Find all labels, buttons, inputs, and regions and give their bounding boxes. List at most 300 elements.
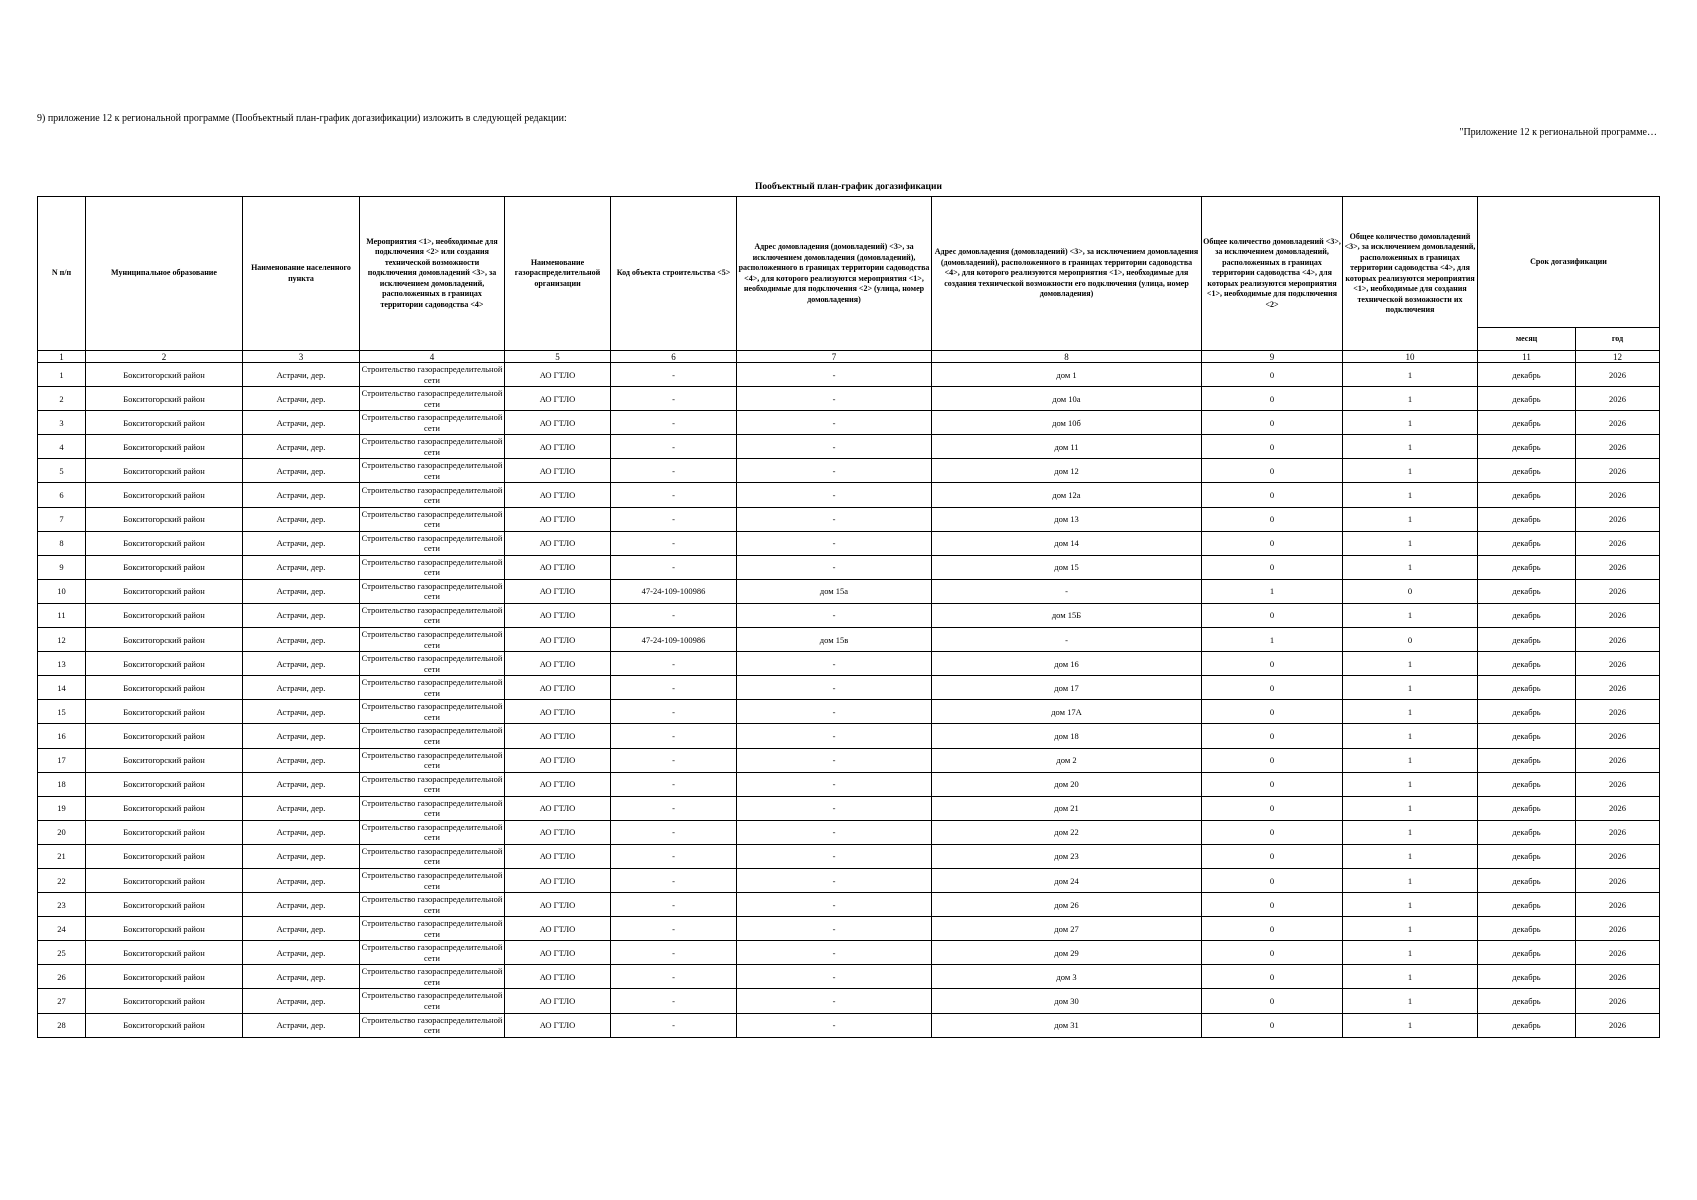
address-tech-cell: дом 26 bbox=[932, 893, 1202, 917]
code-cell: - bbox=[611, 652, 737, 676]
address-excl-cell: - bbox=[737, 724, 932, 748]
table-row bbox=[38, 796, 1660, 820]
total-tech-cell: 1 bbox=[1343, 531, 1478, 555]
address-excl-cell: - bbox=[737, 411, 932, 435]
address-tech-cell: дом 12а bbox=[932, 483, 1202, 507]
column-number-row bbox=[38, 351, 1660, 363]
municipality-cell: Бокситогорский район bbox=[86, 652, 243, 676]
total-tech-cell: 1 bbox=[1343, 507, 1478, 531]
municipality-cell: Бокситогорский район bbox=[86, 459, 243, 483]
code-cell: - bbox=[611, 603, 737, 627]
column-number: 4 bbox=[360, 351, 505, 363]
gdo-cell: АО ГТЛО bbox=[505, 531, 611, 555]
address-tech-cell: дом 13 bbox=[932, 507, 1202, 531]
code-cell: - bbox=[611, 411, 737, 435]
total-connect-cell: 0 bbox=[1202, 555, 1343, 579]
table-row bbox=[38, 387, 1660, 411]
address-tech-cell: дом 24 bbox=[932, 868, 1202, 892]
table-row bbox=[38, 555, 1660, 579]
municipality-cell: Бокситогорский район bbox=[86, 917, 243, 941]
measures-cell: Строительство газораспределительной сети bbox=[360, 676, 505, 700]
settlement-cell: Астрачи, дер. bbox=[243, 603, 360, 627]
settlement-cell: Астрачи, дер. bbox=[243, 965, 360, 989]
address-tech-cell: дом 11 bbox=[932, 435, 1202, 459]
table-row bbox=[38, 603, 1660, 627]
settlement-cell: Астрачи, дер. bbox=[243, 844, 360, 868]
address-tech-cell: дом 15Б bbox=[932, 603, 1202, 627]
row-number: 4 bbox=[38, 435, 86, 459]
month-cell: декабрь bbox=[1478, 363, 1576, 387]
row-number: 15 bbox=[38, 700, 86, 724]
table-row bbox=[38, 989, 1660, 1013]
municipality-cell: Бокситогорский район bbox=[86, 796, 243, 820]
measures-cell: Строительство газораспределительной сети bbox=[360, 652, 505, 676]
year-cell: 2026 bbox=[1576, 555, 1660, 579]
total-tech-cell: 1 bbox=[1343, 676, 1478, 700]
row-number: 25 bbox=[38, 941, 86, 965]
measures-cell: Строительство газораспределительной сети bbox=[360, 868, 505, 892]
address-excl-cell: - bbox=[737, 796, 932, 820]
table-row bbox=[38, 820, 1660, 844]
year-cell: 2026 bbox=[1576, 435, 1660, 459]
code-cell: - bbox=[611, 363, 737, 387]
municipality-cell: Бокситогорский район bbox=[86, 820, 243, 844]
table-row bbox=[38, 724, 1660, 748]
row-number: 6 bbox=[38, 483, 86, 507]
gdo-cell: АО ГТЛО bbox=[505, 603, 611, 627]
total-connect-cell: 0 bbox=[1202, 411, 1343, 435]
gdo-cell: АО ГТЛО bbox=[505, 1013, 611, 1037]
address-excl-cell: - bbox=[737, 652, 932, 676]
total-connect-cell: 0 bbox=[1202, 507, 1343, 531]
year-cell: 2026 bbox=[1576, 387, 1660, 411]
address-tech-cell: дом 16 bbox=[932, 652, 1202, 676]
gdo-cell: АО ГТЛО bbox=[505, 411, 611, 435]
row-number: 24 bbox=[38, 917, 86, 941]
total-tech-cell: 1 bbox=[1343, 917, 1478, 941]
address-tech-cell: дом 17 bbox=[932, 676, 1202, 700]
row-number: 1 bbox=[38, 363, 86, 387]
code-cell: - bbox=[611, 555, 737, 579]
gdo-cell: АО ГТЛО bbox=[505, 676, 611, 700]
municipality-cell: Бокситогорский район bbox=[86, 989, 243, 1013]
gdo-cell: АО ГТЛО bbox=[505, 483, 611, 507]
settlement-cell: Астрачи, дер. bbox=[243, 772, 360, 796]
municipality-cell: Бокситогорский район bbox=[86, 844, 243, 868]
municipality-cell: Бокситогорский район bbox=[86, 628, 243, 652]
measures-cell: Строительство газораспределительной сети bbox=[360, 507, 505, 531]
measures-cell: Строительство газораспределительной сети bbox=[360, 411, 505, 435]
header-settlement: Наименование населенного пункта bbox=[243, 197, 360, 351]
address-excl-cell: - bbox=[737, 772, 932, 796]
municipality-cell: Бокситогорский район bbox=[86, 724, 243, 748]
address-tech-cell: дом 31 bbox=[932, 1013, 1202, 1037]
total-tech-cell: 1 bbox=[1343, 772, 1478, 796]
measures-cell: Строительство газораспределительной сети bbox=[360, 700, 505, 724]
table-row bbox=[38, 459, 1660, 483]
code-cell: - bbox=[611, 820, 737, 844]
row-number: 18 bbox=[38, 772, 86, 796]
year-cell: 2026 bbox=[1576, 483, 1660, 507]
month-cell: декабрь bbox=[1478, 507, 1576, 531]
table-row bbox=[38, 652, 1660, 676]
settlement-cell: Астрачи, дер. bbox=[243, 459, 360, 483]
municipality-cell: Бокситогорский район bbox=[86, 435, 243, 459]
column-number: 3 bbox=[243, 351, 360, 363]
year-cell: 2026 bbox=[1576, 628, 1660, 652]
gdo-cell: АО ГТЛО bbox=[505, 459, 611, 483]
code-cell: - bbox=[611, 459, 737, 483]
table-row bbox=[38, 748, 1660, 772]
total-connect-cell: 0 bbox=[1202, 748, 1343, 772]
settlement-cell: Астрачи, дер. bbox=[243, 1013, 360, 1037]
code-cell: - bbox=[611, 676, 737, 700]
settlement-cell: Астрачи, дер. bbox=[243, 724, 360, 748]
total-connect-cell: 0 bbox=[1202, 820, 1343, 844]
column-number: 5 bbox=[505, 351, 611, 363]
year-cell: 2026 bbox=[1576, 965, 1660, 989]
year-cell: 2026 bbox=[1576, 1013, 1660, 1037]
measures-cell: Строительство газораспределительной сети bbox=[360, 483, 505, 507]
municipality-cell: Бокситогорский район bbox=[86, 411, 243, 435]
settlement-cell: Астрачи, дер. bbox=[243, 748, 360, 772]
month-cell: декабрь bbox=[1478, 820, 1576, 844]
month-cell: декабрь bbox=[1478, 989, 1576, 1013]
gdo-cell: АО ГТЛО bbox=[505, 941, 611, 965]
total-connect-cell: 0 bbox=[1202, 893, 1343, 917]
total-connect-cell: 0 bbox=[1202, 363, 1343, 387]
address-excl-cell: - bbox=[737, 893, 932, 917]
code-cell: - bbox=[611, 965, 737, 989]
measures-cell: Строительство газораспределительной сети bbox=[360, 603, 505, 627]
month-cell: декабрь bbox=[1478, 724, 1576, 748]
code-cell: - bbox=[611, 893, 737, 917]
header-gdo: Наименование газораспределительной организации bbox=[505, 197, 611, 351]
column-number: 9 bbox=[1202, 351, 1343, 363]
settlement-cell: Астрачи, дер. bbox=[243, 628, 360, 652]
row-number: 8 bbox=[38, 531, 86, 555]
address-tech-cell: дом 30 bbox=[932, 989, 1202, 1013]
month-cell: декабрь bbox=[1478, 579, 1576, 603]
address-excl-cell: - bbox=[737, 941, 932, 965]
year-cell: 2026 bbox=[1576, 411, 1660, 435]
row-number: 22 bbox=[38, 868, 86, 892]
table-row bbox=[38, 579, 1660, 603]
table-row bbox=[38, 700, 1660, 724]
row-number: 21 bbox=[38, 844, 86, 868]
settlement-cell: Астрачи, дер. bbox=[243, 483, 360, 507]
address-excl-cell: дом 15а bbox=[737, 579, 932, 603]
municipality-cell: Бокситогорский район bbox=[86, 893, 243, 917]
settlement-cell: Астрачи, дер. bbox=[243, 387, 360, 411]
address-tech-cell: дом 15 bbox=[932, 555, 1202, 579]
code-cell: - bbox=[611, 387, 737, 411]
measures-cell: Строительство газораспределительной сети bbox=[360, 628, 505, 652]
table-title: Пообъектный план-график догазификации bbox=[755, 182, 942, 192]
total-tech-cell: 1 bbox=[1343, 1013, 1478, 1037]
settlement-cell: Астрачи, дер. bbox=[243, 868, 360, 892]
measures-cell: Строительство газораспределительной сети bbox=[360, 893, 505, 917]
settlement-cell: Астрачи, дер. bbox=[243, 555, 360, 579]
total-connect-cell: 0 bbox=[1202, 676, 1343, 700]
measures-cell: Строительство газораспределительной сети bbox=[360, 941, 505, 965]
year-cell: 2026 bbox=[1576, 652, 1660, 676]
month-cell: декабрь bbox=[1478, 483, 1576, 507]
gdo-cell: АО ГТЛО bbox=[505, 844, 611, 868]
address-excl-cell: - bbox=[737, 387, 932, 411]
total-tech-cell: 1 bbox=[1343, 363, 1478, 387]
table-row bbox=[38, 411, 1660, 435]
total-tech-cell: 1 bbox=[1343, 748, 1478, 772]
address-excl-cell: - bbox=[737, 676, 932, 700]
municipality-cell: Бокситогорский район bbox=[86, 868, 243, 892]
month-cell: декабрь bbox=[1478, 555, 1576, 579]
month-cell: декабрь bbox=[1478, 603, 1576, 627]
settlement-cell: Астрачи, дер. bbox=[243, 917, 360, 941]
gdo-cell: АО ГТЛО bbox=[505, 579, 611, 603]
gdo-cell: АО ГТЛО bbox=[505, 363, 611, 387]
municipality-cell: Бокситогорский район bbox=[86, 483, 243, 507]
settlement-cell: Астрачи, дер. bbox=[243, 435, 360, 459]
total-tech-cell: 1 bbox=[1343, 411, 1478, 435]
table-body bbox=[38, 363, 1660, 1038]
code-cell: - bbox=[611, 844, 737, 868]
year-cell: 2026 bbox=[1576, 531, 1660, 555]
total-connect-cell: 1 bbox=[1202, 628, 1343, 652]
month-cell: декабрь bbox=[1478, 531, 1576, 555]
total-tech-cell: 1 bbox=[1343, 435, 1478, 459]
measures-cell: Строительство газораспределительной сети bbox=[360, 435, 505, 459]
measures-cell: Строительство газораспределительной сети bbox=[360, 820, 505, 844]
row-number: 3 bbox=[38, 411, 86, 435]
code-cell: - bbox=[611, 483, 737, 507]
code-cell: - bbox=[611, 941, 737, 965]
settlement-cell: Астрачи, дер. bbox=[243, 363, 360, 387]
appendix-reference: "Приложение 12 к региональной программе… bbox=[1459, 127, 1657, 138]
header-code: Код объекта строительства <5> bbox=[611, 197, 737, 351]
total-tech-cell: 1 bbox=[1343, 459, 1478, 483]
table-row bbox=[38, 772, 1660, 796]
address-excl-cell: - bbox=[737, 435, 932, 459]
header-measures: Мероприятия <1>, необходимые для подключения <2> или создания технической возможности подключения домовладений <3>, за исключением домовладений, расположенных в границах территории садоводства <4> bbox=[360, 197, 505, 351]
column-number: 8 bbox=[932, 351, 1202, 363]
year-cell: 2026 bbox=[1576, 459, 1660, 483]
month-cell: декабрь bbox=[1478, 868, 1576, 892]
code-cell: - bbox=[611, 700, 737, 724]
address-tech-cell: - bbox=[932, 579, 1202, 603]
municipality-cell: Бокситогорский район bbox=[86, 1013, 243, 1037]
settlement-cell: Астрачи, дер. bbox=[243, 507, 360, 531]
municipality-cell: Бокситогорский район bbox=[86, 748, 243, 772]
total-tech-cell: 0 bbox=[1343, 579, 1478, 603]
gdo-cell: АО ГТЛО bbox=[505, 917, 611, 941]
gdo-cell: АО ГТЛО bbox=[505, 748, 611, 772]
code-cell: - bbox=[611, 917, 737, 941]
month-cell: декабрь bbox=[1478, 796, 1576, 820]
address-tech-cell: дом 2 bbox=[932, 748, 1202, 772]
total-tech-cell: 1 bbox=[1343, 796, 1478, 820]
total-tech-cell: 1 bbox=[1343, 555, 1478, 579]
measures-cell: Строительство газораспределительной сети bbox=[360, 917, 505, 941]
address-tech-cell: дом 18 bbox=[932, 724, 1202, 748]
month-cell: декабрь bbox=[1478, 435, 1576, 459]
month-cell: декабрь bbox=[1478, 748, 1576, 772]
address-tech-cell: дом 17А bbox=[932, 700, 1202, 724]
table-row bbox=[38, 868, 1660, 892]
gdo-cell: АО ГТЛО bbox=[505, 893, 611, 917]
code-cell: - bbox=[611, 796, 737, 820]
month-cell: декабрь bbox=[1478, 844, 1576, 868]
row-number: 5 bbox=[38, 459, 86, 483]
address-tech-cell: дом 20 bbox=[932, 772, 1202, 796]
table-row bbox=[38, 1013, 1660, 1037]
settlement-cell: Астрачи, дер. bbox=[243, 796, 360, 820]
row-number: 10 bbox=[38, 579, 86, 603]
year-cell: 2026 bbox=[1576, 363, 1660, 387]
year-cell: 2026 bbox=[1576, 676, 1660, 700]
year-cell: 2026 bbox=[1576, 989, 1660, 1013]
total-tech-cell: 1 bbox=[1343, 724, 1478, 748]
total-connect-cell: 0 bbox=[1202, 772, 1343, 796]
municipality-cell: Бокситогорский район bbox=[86, 676, 243, 700]
code-cell: - bbox=[611, 989, 737, 1013]
total-tech-cell: 1 bbox=[1343, 989, 1478, 1013]
table-row bbox=[38, 676, 1660, 700]
month-cell: декабрь bbox=[1478, 652, 1576, 676]
row-number: 23 bbox=[38, 893, 86, 917]
table-row bbox=[38, 844, 1660, 868]
header-address-excl: Адрес домовладения (домовладений) <3>, за исключением домовладения (домовладений), расположенного в границах территории садоводства <4>, для которого реализуются мероприятия <1>, необходимые для подключения <2> (улица, номер домовладения) bbox=[737, 197, 932, 351]
address-tech-cell: дом 3 bbox=[932, 965, 1202, 989]
measures-cell: Строительство газораспределительной сети bbox=[360, 363, 505, 387]
intro-text: 9) приложение 12 к региональной программе (Пообъектный план-график догазификации) изложить в следующей редакции: bbox=[37, 113, 567, 124]
column-number: 7 bbox=[737, 351, 932, 363]
column-number: 10 bbox=[1343, 351, 1478, 363]
settlement-cell: Астрачи, дер. bbox=[243, 700, 360, 724]
month-cell: декабрь bbox=[1478, 411, 1576, 435]
total-connect-cell: 0 bbox=[1202, 459, 1343, 483]
gdo-cell: АО ГТЛО bbox=[505, 796, 611, 820]
municipality-cell: Бокситогорский район bbox=[86, 772, 243, 796]
total-connect-cell: 0 bbox=[1202, 652, 1343, 676]
row-number: 9 bbox=[38, 555, 86, 579]
gdo-cell: АО ГТЛО bbox=[505, 555, 611, 579]
address-excl-cell: - bbox=[737, 820, 932, 844]
table-row bbox=[38, 483, 1660, 507]
address-tech-cell: - bbox=[932, 628, 1202, 652]
total-tech-cell: 1 bbox=[1343, 844, 1478, 868]
row-number: 27 bbox=[38, 989, 86, 1013]
year-cell: 2026 bbox=[1576, 507, 1660, 531]
gdo-cell: АО ГТЛО bbox=[505, 868, 611, 892]
municipality-cell: Бокситогорский район bbox=[86, 387, 243, 411]
gasification-schedule-table bbox=[37, 196, 1660, 1038]
month-cell: декабрь bbox=[1478, 917, 1576, 941]
code-cell: 47-24-109-100986 bbox=[611, 628, 737, 652]
address-excl-cell: - bbox=[737, 483, 932, 507]
header-num: N п/п bbox=[38, 197, 86, 351]
address-excl-cell: - bbox=[737, 459, 932, 483]
row-number: 13 bbox=[38, 652, 86, 676]
total-connect-cell: 0 bbox=[1202, 941, 1343, 965]
settlement-cell: Астрачи, дер. bbox=[243, 989, 360, 1013]
header-deadline: Срок догазификации bbox=[1478, 197, 1660, 328]
year-cell: 2026 bbox=[1576, 579, 1660, 603]
address-excl-cell: - bbox=[737, 1013, 932, 1037]
municipality-cell: Бокситогорский район bbox=[86, 555, 243, 579]
year-cell: 2026 bbox=[1576, 748, 1660, 772]
year-cell: 2026 bbox=[1576, 796, 1660, 820]
total-connect-cell: 0 bbox=[1202, 531, 1343, 555]
row-number: 20 bbox=[38, 820, 86, 844]
header-month: месяц bbox=[1478, 328, 1576, 351]
row-number: 17 bbox=[38, 748, 86, 772]
address-tech-cell: дом 29 bbox=[932, 941, 1202, 965]
settlement-cell: Астрачи, дер. bbox=[243, 531, 360, 555]
column-number: 11 bbox=[1478, 351, 1576, 363]
gdo-cell: АО ГТЛО bbox=[505, 507, 611, 531]
measures-cell: Строительство газораспределительной сети bbox=[360, 579, 505, 603]
address-excl-cell: - bbox=[737, 965, 932, 989]
table-row bbox=[38, 507, 1660, 531]
address-tech-cell: дом 23 bbox=[932, 844, 1202, 868]
code-cell: - bbox=[611, 1013, 737, 1037]
municipality-cell: Бокситогорский район bbox=[86, 700, 243, 724]
address-excl-cell: - bbox=[737, 844, 932, 868]
gdo-cell: АО ГТЛО bbox=[505, 820, 611, 844]
month-cell: декабрь bbox=[1478, 1013, 1576, 1037]
column-number: 6 bbox=[611, 351, 737, 363]
address-tech-cell: дом 21 bbox=[932, 796, 1202, 820]
address-excl-cell: - bbox=[737, 555, 932, 579]
year-cell: 2026 bbox=[1576, 724, 1660, 748]
settlement-cell: Астрачи, дер. bbox=[243, 941, 360, 965]
gdo-cell: АО ГТЛО bbox=[505, 965, 611, 989]
total-tech-cell: 1 bbox=[1343, 483, 1478, 507]
total-tech-cell: 1 bbox=[1343, 652, 1478, 676]
table-row bbox=[38, 435, 1660, 459]
row-number: 19 bbox=[38, 796, 86, 820]
address-tech-cell: дом 10б bbox=[932, 411, 1202, 435]
month-cell: декабрь bbox=[1478, 459, 1576, 483]
gdo-cell: АО ГТЛО bbox=[505, 435, 611, 459]
header-address-tech: Адрес домовладения (домовладений) <3>, за исключением домовладения (домовладений), расположенного в границах территории садоводства <4>, для которого реализуются мероприятия <1>, необходимые для создания технической возможности его подключения (улица, номер домовладения) bbox=[932, 197, 1202, 351]
month-cell: декабрь bbox=[1478, 965, 1576, 989]
total-connect-cell: 0 bbox=[1202, 844, 1343, 868]
table-row bbox=[38, 628, 1660, 652]
total-connect-cell: 0 bbox=[1202, 724, 1343, 748]
row-number: 16 bbox=[38, 724, 86, 748]
month-cell: декабрь bbox=[1478, 941, 1576, 965]
total-connect-cell: 0 bbox=[1202, 700, 1343, 724]
address-tech-cell: дом 14 bbox=[932, 531, 1202, 555]
header-total-connect: Общее количество домовладений <3>, за исключением домовладений, расположенных в границах территории садоводства <4>, для которых реализуются мероприятия <1>, необходимые для подключения <2> bbox=[1202, 197, 1343, 351]
total-tech-cell: 0 bbox=[1343, 628, 1478, 652]
year-cell: 2026 bbox=[1576, 917, 1660, 941]
row-number: 2 bbox=[38, 387, 86, 411]
municipality-cell: Бокситогорский район bbox=[86, 507, 243, 531]
address-tech-cell: дом 10а bbox=[932, 387, 1202, 411]
gdo-cell: АО ГТЛО bbox=[505, 387, 611, 411]
month-cell: декабрь bbox=[1478, 893, 1576, 917]
settlement-cell: Астрачи, дер. bbox=[243, 893, 360, 917]
measures-cell: Строительство газораспределительной сети bbox=[360, 965, 505, 989]
address-excl-cell: - bbox=[737, 868, 932, 892]
column-number: 2 bbox=[86, 351, 243, 363]
measures-cell: Строительство газораспределительной сети bbox=[360, 989, 505, 1013]
code-cell: - bbox=[611, 868, 737, 892]
table-row bbox=[38, 363, 1660, 387]
